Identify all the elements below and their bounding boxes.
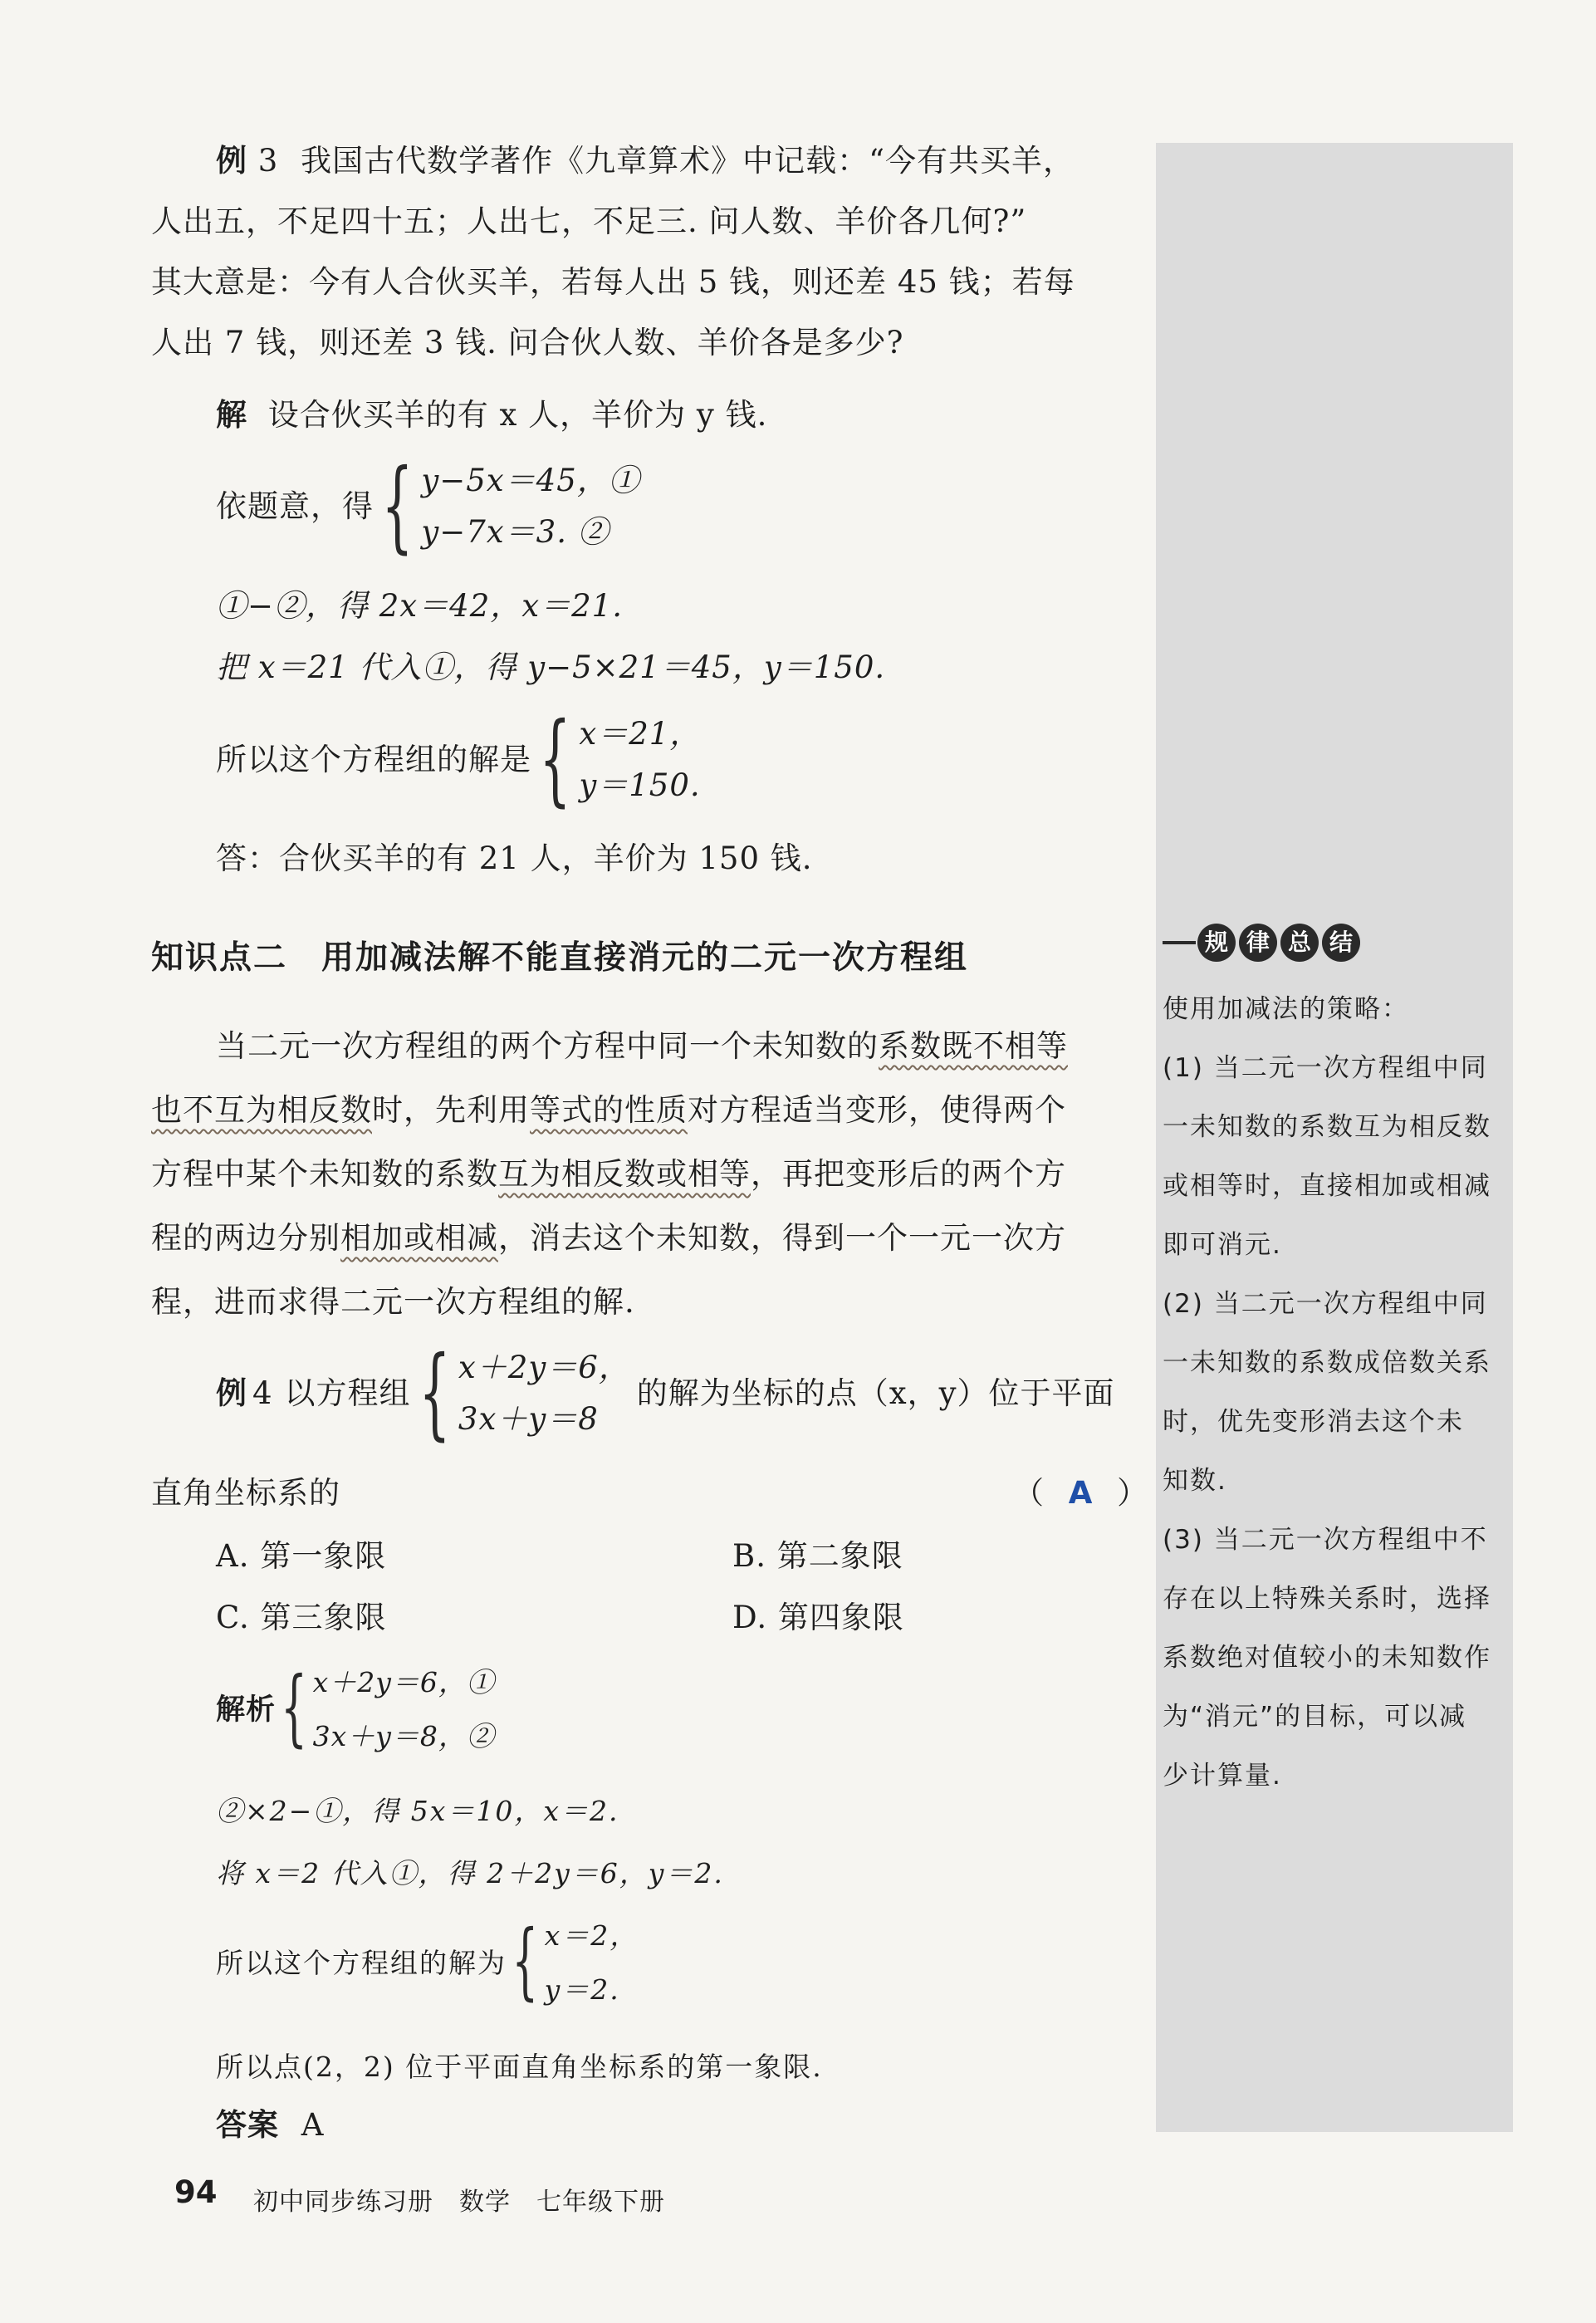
page-number: 94 xyxy=(174,2174,218,2210)
ex3-system-eq1: y−5x＝45，① xyxy=(421,462,640,498)
sidebar-line: 系数绝对值较小的未知数作 xyxy=(1163,1643,1491,1673)
ex3-system xyxy=(216,448,640,564)
ex3-solution-label: 解 xyxy=(216,397,247,433)
sidebar-line: 知数. xyxy=(1163,1466,1227,1496)
sidebar-line: 一未知数的系数互为相反数 xyxy=(1163,1112,1491,1142)
kp2-line2 xyxy=(151,1092,1066,1129)
ex4-paren-close: ） xyxy=(1117,1475,1149,1511)
ex4-step1: ②×2−①，得 5x＝10，x＝2. xyxy=(216,1795,619,1827)
ex4-result-eq1: x＝2， xyxy=(544,1919,639,1952)
ex3-solution xyxy=(216,397,767,434)
kp2-line2-text-a: 时，先利用 xyxy=(372,1092,530,1128)
sidebar-line: 一未知数的系数成倍数关系 xyxy=(1163,1348,1491,1378)
ex4-result-brace: { xyxy=(512,1912,540,2009)
sidebar-title xyxy=(1163,924,1363,962)
book-title: 初中同步练习册 数学 七年级下册 xyxy=(253,2188,665,2217)
ex3-solution-text: 设合伙买羊的有 x 人，羊价为 y 钱. xyxy=(267,397,768,433)
ex3-system-eq2: y−7x＝3. ② xyxy=(421,514,610,550)
kp2-heading: 知识点二 用加减法解不能直接消元的二元一次方程组 xyxy=(151,939,969,977)
sidebar-line: 时，优先变形消去这个未 xyxy=(1163,1407,1464,1437)
sidebar-line: 为“消元”的目标，可以减 xyxy=(1163,1702,1467,1732)
ex3-result-eq2: y＝150. xyxy=(579,767,701,803)
ex3-result xyxy=(216,702,702,817)
kp2-line3-text-b: ，再把变形后的两个方 xyxy=(751,1156,1066,1192)
ex4-suffix: 的解为坐标的点（x，y）位于平面 xyxy=(636,1375,1115,1411)
sidebar-line: (2) 当二元一次方程组中同 xyxy=(1163,1289,1488,1319)
ex4-prefix: 以方程组 xyxy=(284,1375,411,1411)
kp2-line5: 程，进而求得二元一次方程组的解. xyxy=(151,1284,635,1320)
ex3-answer: 答：合伙买羊的有 21 人，羊价为 150 钱. xyxy=(216,840,813,876)
kp2-key-add-or-subtract: 相加或相减 xyxy=(340,1220,498,1256)
ex4-final-answer-value: A xyxy=(301,2107,325,2143)
ex4-answer-blank xyxy=(1013,1475,1148,1512)
ex3-result-eq1: x＝21， xyxy=(579,715,702,752)
ex3-result-brace: { xyxy=(539,702,572,817)
kp2-line3-text-a: 方程中某个未知数的系数 xyxy=(151,1156,498,1192)
sidebar-title-char-3: 总 xyxy=(1280,924,1319,962)
ex4-analysis-label: 解析 xyxy=(216,1693,277,1727)
sidebar-line: 使用加减法的策略： xyxy=(1163,994,1409,1024)
sidebar-line: 或相等时，直接相加或相减 xyxy=(1163,1171,1491,1201)
sidebar-title-char-4: 结 xyxy=(1322,924,1360,962)
ex3-result-prefix: 所以这个方程组的解是 xyxy=(216,741,531,777)
ex3-system-prefix: 依题意，得 xyxy=(216,488,374,524)
ex3-text-4: 人出 7 钱，则还差 3 钱. 问合伙人数、羊价各是多少? xyxy=(151,325,904,360)
ex3-number: 3 xyxy=(257,143,279,179)
kp2-line4 xyxy=(151,1220,1066,1257)
sidebar-body xyxy=(1163,980,1491,1806)
ex4-result-eq2: y＝2. xyxy=(544,1973,620,2006)
ex4-option-c: C. 第三象限 xyxy=(216,1600,387,1635)
kp2-line4-text-b: ，消去这个未知数，得到一个一元一次方 xyxy=(498,1220,1066,1256)
sidebar-line: (3) 当二元一次方程组中不 xyxy=(1163,1525,1488,1555)
sidebar-title-char-2: 律 xyxy=(1239,924,1277,962)
ex3-text-3: 其大意是：今有人合伙买羊，若每人出 5 钱，则还差 45 钱；若每 xyxy=(151,264,1075,300)
kp2-key-equality-property: 等式的性质 xyxy=(530,1092,688,1128)
ex4-analysis-brace: { xyxy=(281,1659,308,1756)
ex4-brace: { xyxy=(418,1335,451,1451)
kp2-line2-text-b: 对方程适当变形，使得两个 xyxy=(688,1092,1066,1128)
ex3-line1 xyxy=(216,143,1075,179)
ex4-label: 例 xyxy=(216,1375,247,1411)
ex4-stem xyxy=(216,1335,1115,1451)
ex3-text-2: 人出五，不足四十五；人出七，不足三. 问人数、羊价各几何?” xyxy=(151,203,1027,239)
ex3-text-1: 我国古代数学著作《九章算术》中记载：“今有共买羊， xyxy=(301,143,1075,179)
ex4-eq2: 3x＋y＝8 xyxy=(458,1401,599,1437)
ex4-option-d: D. 第四象限 xyxy=(732,1600,904,1635)
sidebar-title-char-1: 规 xyxy=(1197,924,1236,962)
kp2-line1-text: 当二元一次方程组的两个方程中同一个未知数的 xyxy=(216,1028,879,1064)
ex4-number: 4 xyxy=(252,1375,273,1411)
ex4-result-prefix: 所以这个方程组的解为 xyxy=(216,1946,507,1979)
ex4-analysis-eq1: x＋2y＝6，① xyxy=(312,1666,495,1698)
kp2-line1 xyxy=(216,1028,1068,1065)
ex4-eq1: x＋2y＝6， xyxy=(458,1349,630,1385)
kp2-line4-text-a: 程的两边分别 xyxy=(151,1220,340,1256)
ex3-step2: 把 x＝21 代入①，得 y−5×21＝45，y＝150. xyxy=(216,649,886,685)
ex4-line2: 直角坐标系的 xyxy=(151,1475,340,1511)
ex4-step2: 将 x＝2 代入①，得 2＋2y＝6，y＝2. xyxy=(216,1857,724,1889)
ex4-option-a: A. 第一象限 xyxy=(216,1538,387,1574)
sidebar-line: 即可消元. xyxy=(1163,1230,1282,1260)
ex4-answer-letter: A xyxy=(1068,1475,1094,1511)
sidebar-line: (1) 当二元一次方程组中同 xyxy=(1163,1053,1488,1083)
sidebar-line: 存在以上特殊关系时，选择 xyxy=(1163,1584,1491,1614)
sidebar-line: 少计算量. xyxy=(1163,1761,1282,1791)
kp2-key-not-opposite: 也不互为相反数 xyxy=(151,1092,372,1128)
ex3-label: 例 xyxy=(216,143,247,179)
ex3-system-brace: { xyxy=(381,448,414,564)
kp2-key-opposite-or-equal: 互为相反数或相等 xyxy=(498,1156,751,1192)
kp2-line3 xyxy=(151,1156,1066,1193)
ex4-option-b: B. 第二象限 xyxy=(732,1538,903,1574)
ex4-analysis xyxy=(216,1661,495,1754)
ex3-step1: ①−②，得 2x＝42，x＝21. xyxy=(216,588,623,624)
ex4-result xyxy=(216,1914,639,2007)
ex4-conclusion: 所以点(2，2) 位于平面直角坐标系的第一象限. xyxy=(216,2051,823,2083)
kp2-key-not-equal: 系数既不相等 xyxy=(879,1028,1068,1064)
sidebar-title-rule xyxy=(1163,941,1196,944)
ex4-paren-open: （ xyxy=(1013,1475,1045,1511)
ex4-analysis-eq2: 3x＋y＝8，② xyxy=(312,1720,495,1752)
ex4-final-answer-label: 答案 xyxy=(216,2107,279,2143)
ex4-final-answer xyxy=(216,2107,325,2144)
